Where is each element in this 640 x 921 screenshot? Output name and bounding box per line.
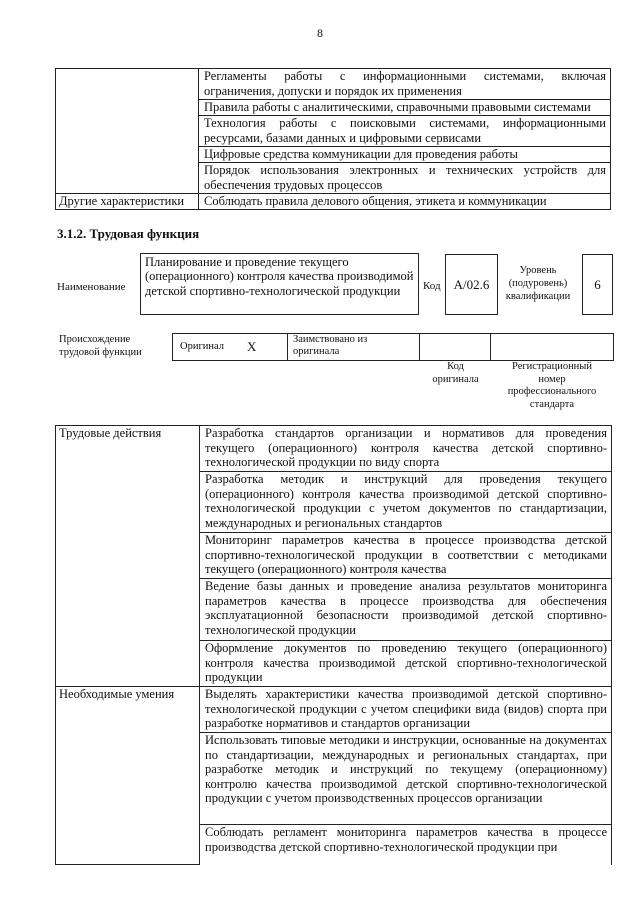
level-label: Уровень (подуровень) квалификации (505, 265, 571, 302)
original-code-cell (419, 333, 491, 361)
table-row (56, 426, 612, 472)
name-box (140, 253, 419, 315)
table-cell: Разработка стандартов организации и нормативов для проведения текущего (операционного) контроля качества детской спортивно-технологической продукции по виду спорта (200, 426, 612, 472)
table-cell: Разработка методик и инструкций для проведения текущего (операционного) контроля качества производимой детской спортивно-технологической продукции с учетом документов по стандартизации, международных и региональных стандартов (200, 472, 612, 533)
section-label-actions: Трудовые действия (56, 426, 200, 687)
page-number: 8 (317, 26, 323, 40)
table-cell: Мониторинг параметров качества в процессе производства детской спортивно-технологической продукции в соответствии с методиками текущего (операционного) контроля качества (200, 533, 612, 579)
top-table (55, 68, 611, 210)
section-label-skills: Необходимые умения (56, 687, 200, 865)
table-cell: Правила работы с аналитическими, справочными правовыми системами (199, 100, 611, 116)
reg-caption: Регистрационный номер профессионального стандарта (507, 361, 597, 410)
table-cell: Ведение базы данных и проведение анализа результатов мониторинга параметров качества в процессе производства для обеспечения эксплуатационной безопасности производимой детской спортивно-технологической продукции (200, 579, 612, 641)
table-row (56, 69, 611, 100)
table-cell: Соблюдать регламент мониторинга параметров качества в процессе производства детской спортивно-технологической продукции при (200, 825, 612, 865)
table-cell: Использовать типовые методики и инструкции, основанные на документах по стандартизации, международных и региональных стандартах, при разработке методик и инструкций по текущему (операционному) контролю качества производимой детской спортивно-технологической продукции с учетом производственных процессов организации (200, 733, 612, 825)
origin-label: Происхождение трудовой функции (59, 334, 142, 358)
main-table (55, 425, 612, 865)
borrowed-label: Заимствовано из оригинала (293, 334, 368, 357)
original-cell (172, 333, 288, 361)
original-mark: X (247, 339, 257, 354)
table-cell: Соблюдать правила делового общения, этикета и коммуникации (199, 194, 611, 210)
code-label: Код (423, 280, 441, 292)
table-label-cell (56, 69, 199, 194)
section-heading: 3.1.2. Трудовая функция (57, 226, 200, 241)
table-cell: Регламенты работы с информационными системами, включая ограничения, допуски и порядок их применения (199, 69, 611, 100)
table-label-cell: Другие характеристики (56, 194, 199, 210)
borrowed-cell (287, 333, 420, 361)
name-label: Наименование (57, 281, 126, 293)
table-cell: Цифровые средства коммуникации для проведения работы (199, 147, 611, 163)
original-label: Оригинал (180, 341, 224, 352)
level-box (582, 254, 613, 315)
function-code: A/02.6 (453, 276, 490, 292)
reg-number-cell (490, 333, 614, 361)
table-cell: Технология работы с поисковыми системами, информационными ресурсами, базами данных и цифровыми сервисами (199, 116, 611, 147)
table-row (56, 687, 612, 733)
table-row (56, 194, 611, 210)
table-cell: Порядок использования электронных и технических устройств для обеспечения трудовых процессов (199, 163, 611, 194)
function-name: Планирование и проведение текущего (операционного) контроля качества производимой детской спортивно-технологической продукции (145, 255, 414, 298)
code-caption: Код оригинала (432, 361, 479, 385)
code-box (445, 254, 498, 315)
table-cell: Выделять характеристики качества производимой детской спортивно-технологической продукции с учетом специфики вида (видов) спорта при разработке нормативов и стандартов организации (200, 687, 612, 733)
table-cell: Оформление документов по проведению текущего (операционного) контроля качества производимой детской спортивно-технологической продукции (200, 641, 612, 687)
qualification-level: 6 (594, 276, 601, 292)
